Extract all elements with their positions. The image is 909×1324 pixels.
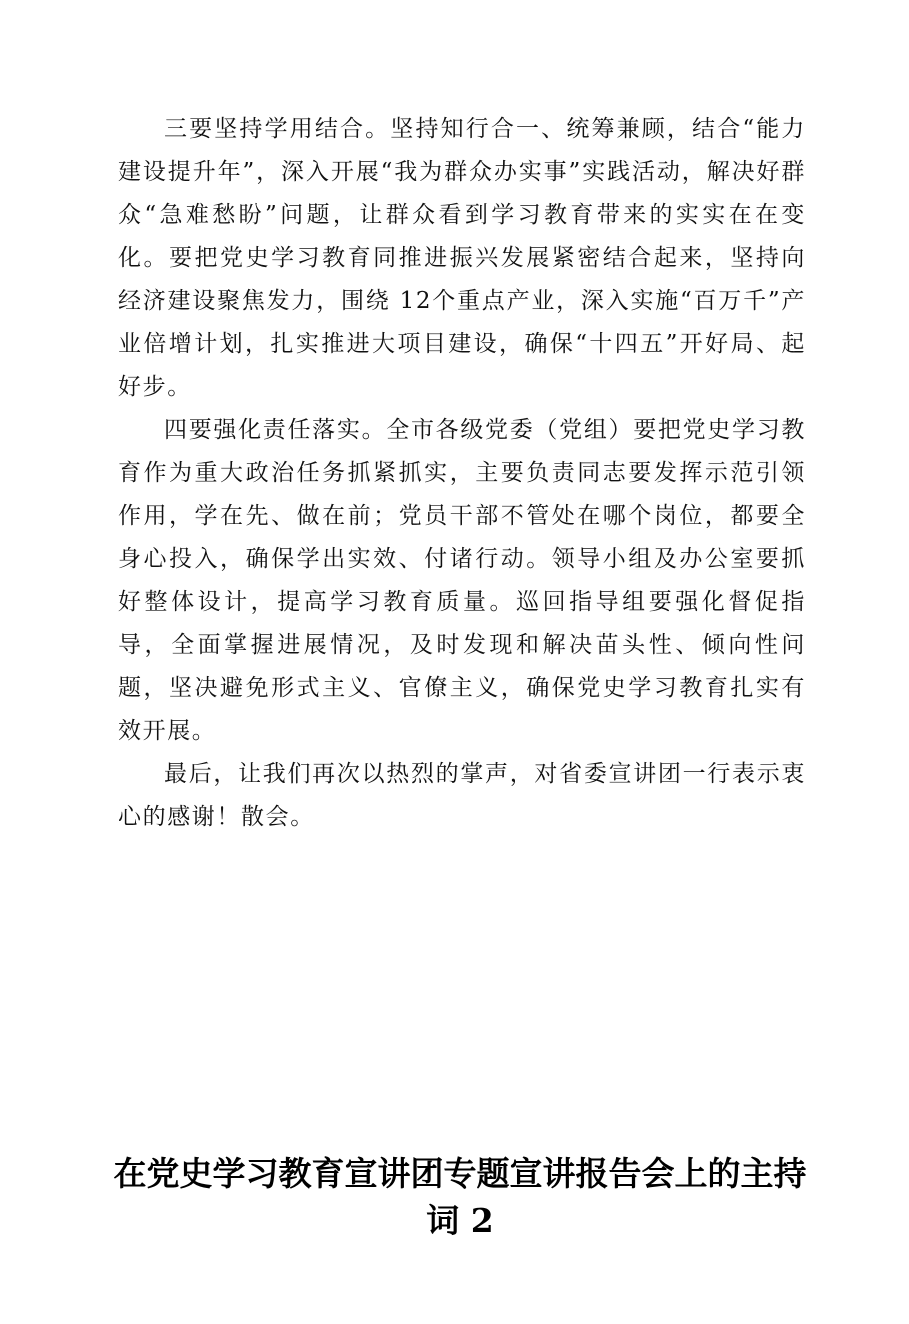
paragraph-use-and-learn: 三要坚持学用结合。坚持知行合一、统筹兼顾，结合“能力建设提升年”，深入开展“我为群众办实事”实践活动，解决好群众“急难愁盼”问题，让群众看到学习教育带来的实实在在变化。要把党史学习教育同推进振兴发展紧密结合起来，坚持向经济建设聚焦发力，围绕 12个重点产业，深入实施“百万千”产业倍增计划，扎实推进大项目建设，确保“十四五”开好局、起好步。 xyxy=(118,116,806,400)
paragraph-responsibility: 四要强化责任落实。全市各级党委（党组）要把党史学习教育作为重大政治任务抓紧抓实，主要负责同志要发挥示范引领作用，学在先、做在前；党员干部不管处在哪个岗位，都要全身心投入，确保学出实效、付诸行动。领导小组及办公室要抓好整体设计，提高学习教育质量。巡回指导组要强化督促指导，全面掌握进展情况，及时发现和解决苗头性、倾向性问题，坚决避免形式主义、官僚主义，确保党史学习教育扎实有效开展。 xyxy=(118,417,806,744)
section-title: 在党史学习教育宣讲团专题宣讲报告会上的主持词 2 xyxy=(113,1154,807,1240)
body-text xyxy=(118,108,806,839)
paragraph-closing: 最后，让我们再次以热烈的掌声，对省委宣讲团一行表示衷心的感谢！散会。 xyxy=(118,761,806,830)
